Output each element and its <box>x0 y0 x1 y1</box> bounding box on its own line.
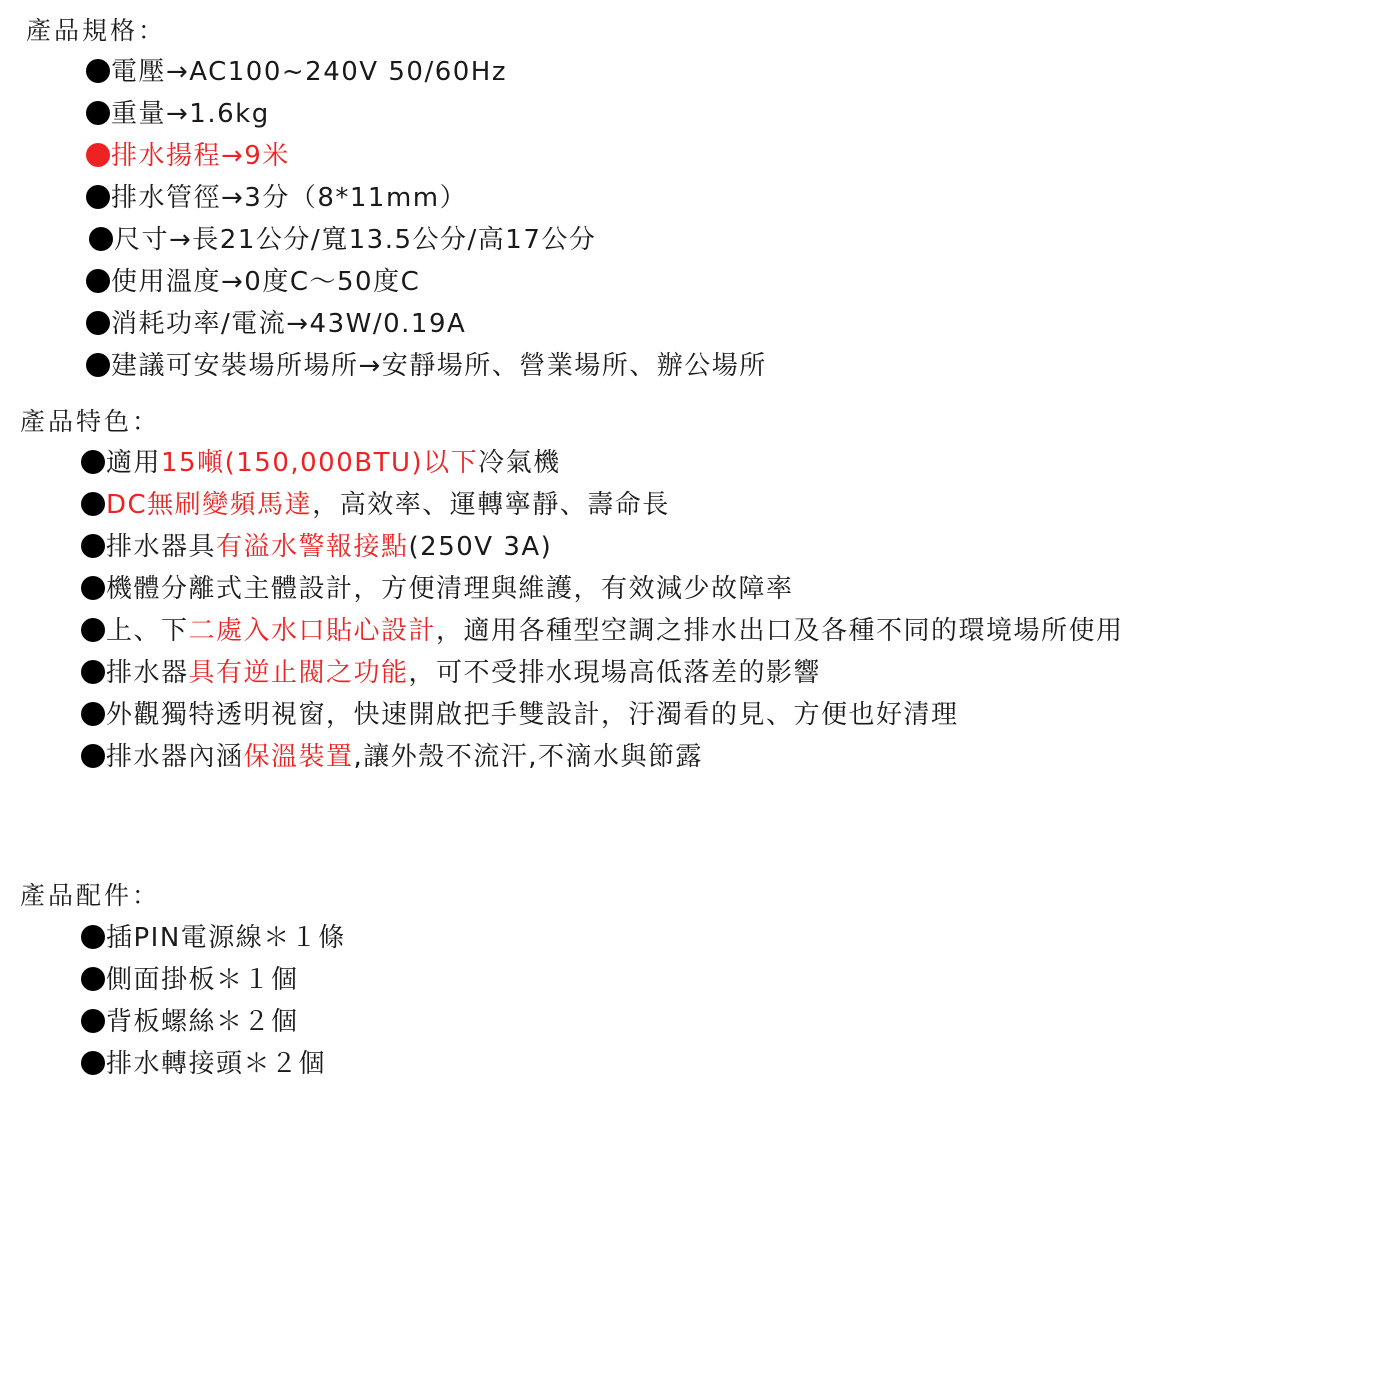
accessories-list <box>81 917 346 1085</box>
list-item <box>81 1043 346 1085</box>
bullet-icon <box>86 311 110 335</box>
features-heading: 產品特色： <box>20 407 161 436</box>
specs-list <box>86 51 767 387</box>
feature-text: 外觀獨特透明視窗，快速開啟把手雙設計，汙濁看的見、方便也好清理 <box>106 700 959 730</box>
spec-text: 尺寸→長21公分/寬13.5公分/高17公分 <box>114 225 597 255</box>
bullet-icon <box>86 353 110 377</box>
feature-text: ，可不受排水現場高低落差的影響 <box>408 658 822 688</box>
feature-text: ,讓外殼不流汗,不滴水與節露 <box>353 742 704 772</box>
spec-text: 排水揚程→9米 <box>111 141 290 171</box>
feature-highlight: DC無刷變頻馬達 <box>106 490 313 520</box>
list-item <box>86 345 767 387</box>
bullet-icon <box>81 1051 105 1075</box>
feature-text: 上、下 <box>106 616 189 646</box>
specs-heading: 產品規格： <box>26 16 167 45</box>
spec-text: 電壓→AC100~240V 50/60Hz <box>111 57 507 87</box>
bullet-icon <box>86 143 110 167</box>
accessories-heading: 產品配件： <box>20 881 161 910</box>
bullet-icon <box>81 576 105 600</box>
list-item <box>81 652 1124 694</box>
list-item <box>81 568 1124 610</box>
spec-text: 重量→1.6kg <box>111 99 270 129</box>
bullet-icon <box>86 269 110 293</box>
list-item <box>86 303 767 345</box>
bullet-icon <box>86 185 110 209</box>
feature-text: ，適用各種型空調之排水出口及各種不同的環境場所使用 <box>436 616 1124 646</box>
list-item <box>86 51 767 93</box>
accessory-text: 側面掛板＊１個 <box>106 965 299 995</box>
bullet-icon <box>81 702 105 726</box>
list-item <box>81 736 1124 778</box>
spec-text: 建議可安裝場所場所→安靜場所、營業場所、辦公場所 <box>111 351 767 381</box>
spec-text: 消耗功率/電流→43W/0.19A <box>111 309 467 339</box>
feature-highlight: 具有逆止閥之功能 <box>188 658 409 688</box>
list-item <box>81 442 1124 484</box>
feature-highlight: 二處入水口貼心設計 <box>188 616 437 646</box>
feature-text: ，高效率、運轉寧靜、壽命長 <box>312 490 670 520</box>
feature-highlight: 有溢水警報接點 <box>216 532 409 562</box>
list-item <box>86 261 767 303</box>
bullet-icon <box>81 492 105 516</box>
bullet-icon <box>81 450 105 474</box>
list-item <box>86 219 767 261</box>
spec-text: 使用溫度→0度C～50度C <box>111 267 421 297</box>
bullet-icon <box>81 967 105 991</box>
bullet-icon <box>81 618 105 642</box>
list-item <box>81 917 346 959</box>
features-list <box>81 442 1124 778</box>
accessory-text: 插PIN電源線＊１條 <box>106 923 346 953</box>
bullet-icon <box>89 227 113 251</box>
bullet-icon <box>81 534 105 558</box>
list-item <box>81 526 1124 568</box>
feature-text: 排水器 <box>106 658 189 688</box>
spec-text: 排水管徑→3分（8*11mm） <box>111 183 468 213</box>
accessory-text: 排水轉接頭＊２個 <box>106 1049 327 1079</box>
list-item <box>81 959 346 1001</box>
bullet-icon <box>81 660 105 684</box>
bullet-icon <box>86 101 110 125</box>
list-item <box>86 177 767 219</box>
list-item <box>81 610 1124 652</box>
bullet-icon <box>81 925 105 949</box>
feature-text: (250V 3A) <box>408 532 553 562</box>
list-item <box>81 484 1124 526</box>
bullet-icon <box>86 59 110 83</box>
bullet-icon <box>81 1009 105 1033</box>
accessory-text: 背板螺絲＊２個 <box>106 1007 299 1037</box>
feature-text: 機體分離式主體設計，方便清理與維護，有效減少故障率 <box>106 574 794 604</box>
feature-text: 排水器內涵 <box>106 742 244 772</box>
feature-text: 排水器具 <box>106 532 217 562</box>
feature-text: 適用 <box>106 448 162 478</box>
list-item <box>81 694 1124 736</box>
list-item <box>86 135 767 177</box>
bullet-icon <box>81 744 105 768</box>
feature-highlight: 15噸(150,000BTU)以下 <box>161 448 479 478</box>
list-item <box>86 93 767 135</box>
list-item <box>81 1001 346 1043</box>
feature-text: 冷氣機 <box>478 448 561 478</box>
feature-highlight: 保溫裝置 <box>243 742 354 772</box>
